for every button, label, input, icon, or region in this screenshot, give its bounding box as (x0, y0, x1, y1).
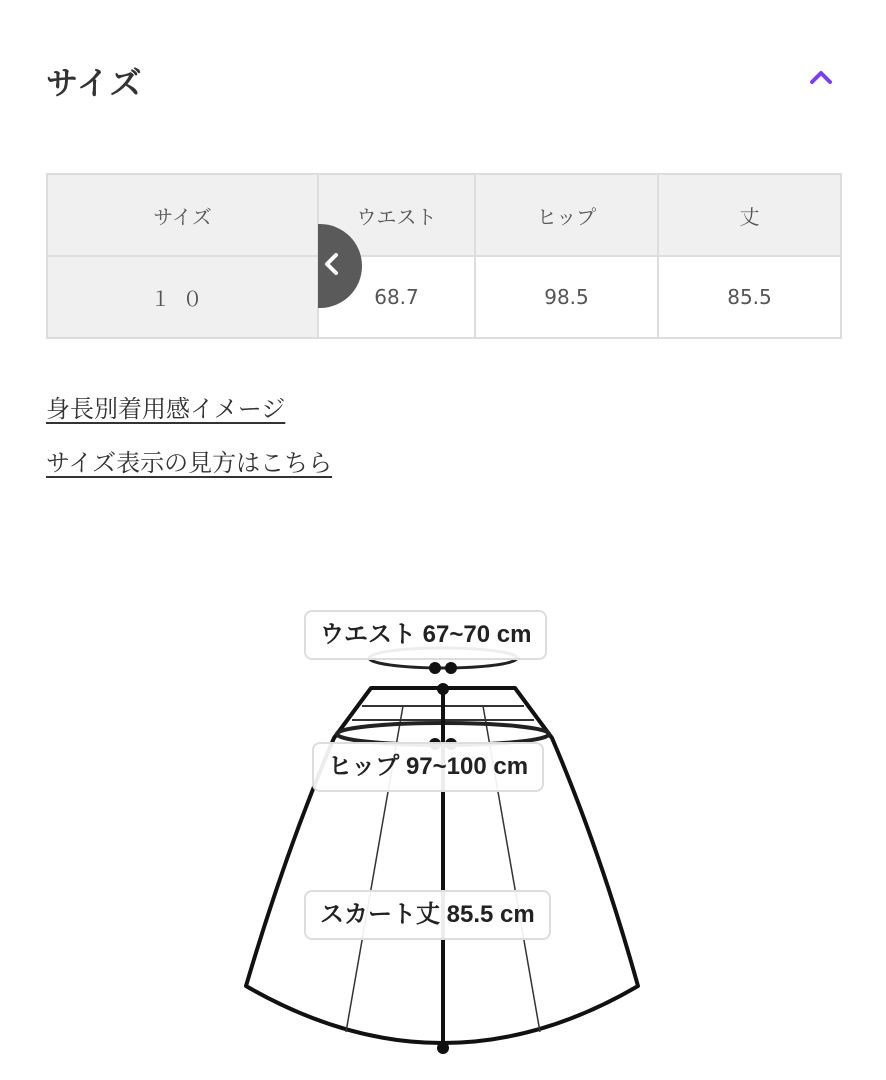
header-length: 丈 (658, 174, 841, 256)
cell-waist: 68.7 (318, 256, 475, 338)
size-table-container (46, 173, 840, 343)
chevron-up-icon (808, 68, 834, 90)
size-table (46, 173, 842, 339)
skirt-measurement-diagram (0, 590, 886, 1070)
collapse-toggle-button[interactable] (802, 60, 840, 98)
height-image-link[interactable]: 身長別着用感イメージ (46, 395, 286, 423)
chevron-left-icon (320, 249, 344, 283)
table-header-row (47, 174, 841, 256)
skirt-illustration (0, 590, 886, 1070)
cell-size: １０ (47, 256, 318, 338)
cell-hip: 98.5 (475, 256, 658, 338)
header-size: サイズ (47, 174, 318, 256)
size-guide-link[interactable]: サイズ表示の見方はこちら (46, 449, 333, 477)
table-row (47, 256, 841, 338)
hip-measurement-label: ヒップ 97~100 cm (312, 742, 544, 792)
header-waist: ウエスト (318, 174, 475, 256)
cell-length: 85.5 (658, 256, 841, 338)
skirt-length-label: スカート丈 85.5 cm (304, 890, 551, 940)
waist-measurement-label: ウエスト 67~70 cm (304, 610, 547, 660)
size-links (46, 390, 332, 498)
header-hip: ヒップ (475, 174, 658, 256)
section-title: サイズ (46, 64, 143, 102)
